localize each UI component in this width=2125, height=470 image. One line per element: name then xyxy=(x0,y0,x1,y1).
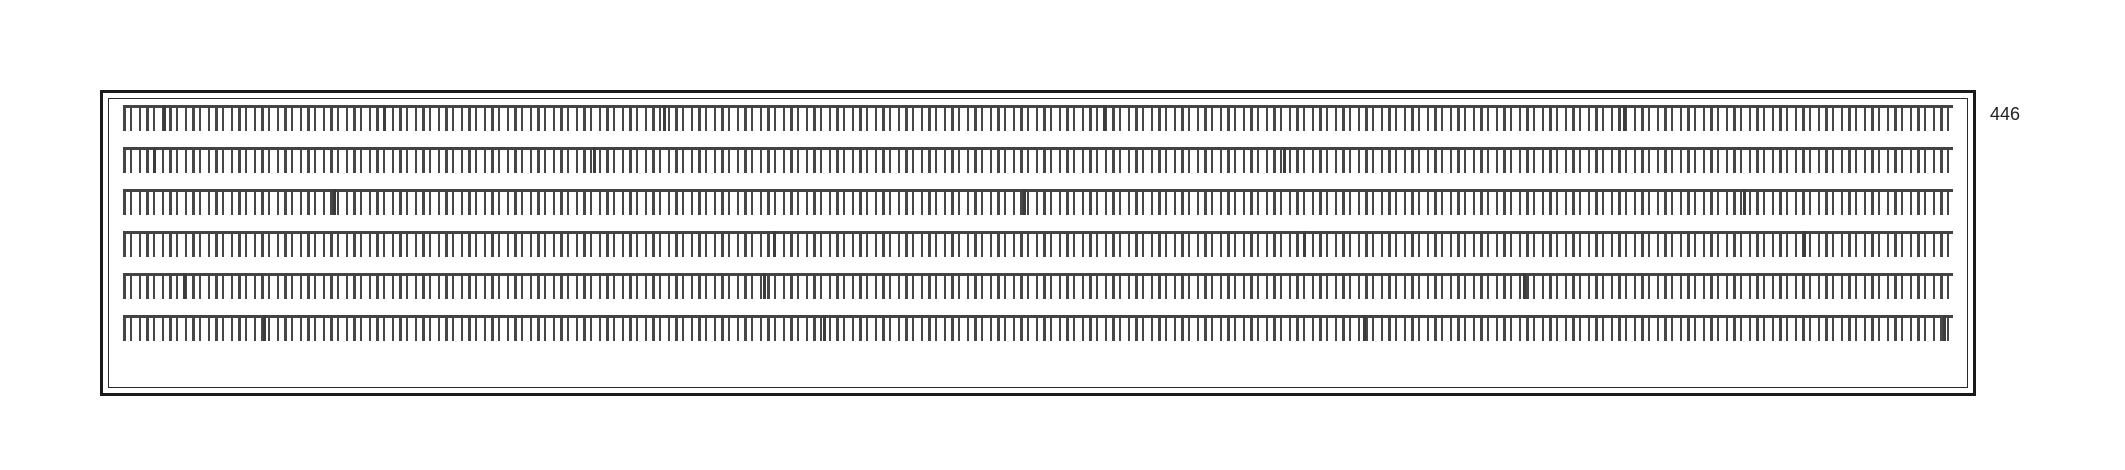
manuscript-line-3 xyxy=(123,189,1953,215)
manuscript-line-6 xyxy=(123,315,1953,341)
manuscript-text-block xyxy=(108,98,1968,388)
manuscript-line-5 xyxy=(123,273,1953,299)
manuscript-line-2 xyxy=(123,147,1953,173)
manuscript-line-1 xyxy=(123,105,1953,131)
manuscript-line-4 xyxy=(123,231,1953,257)
manuscript-transcription xyxy=(109,99,110,100)
folio-number: 446 xyxy=(1990,104,2021,124)
manuscript-folio xyxy=(100,90,1976,396)
